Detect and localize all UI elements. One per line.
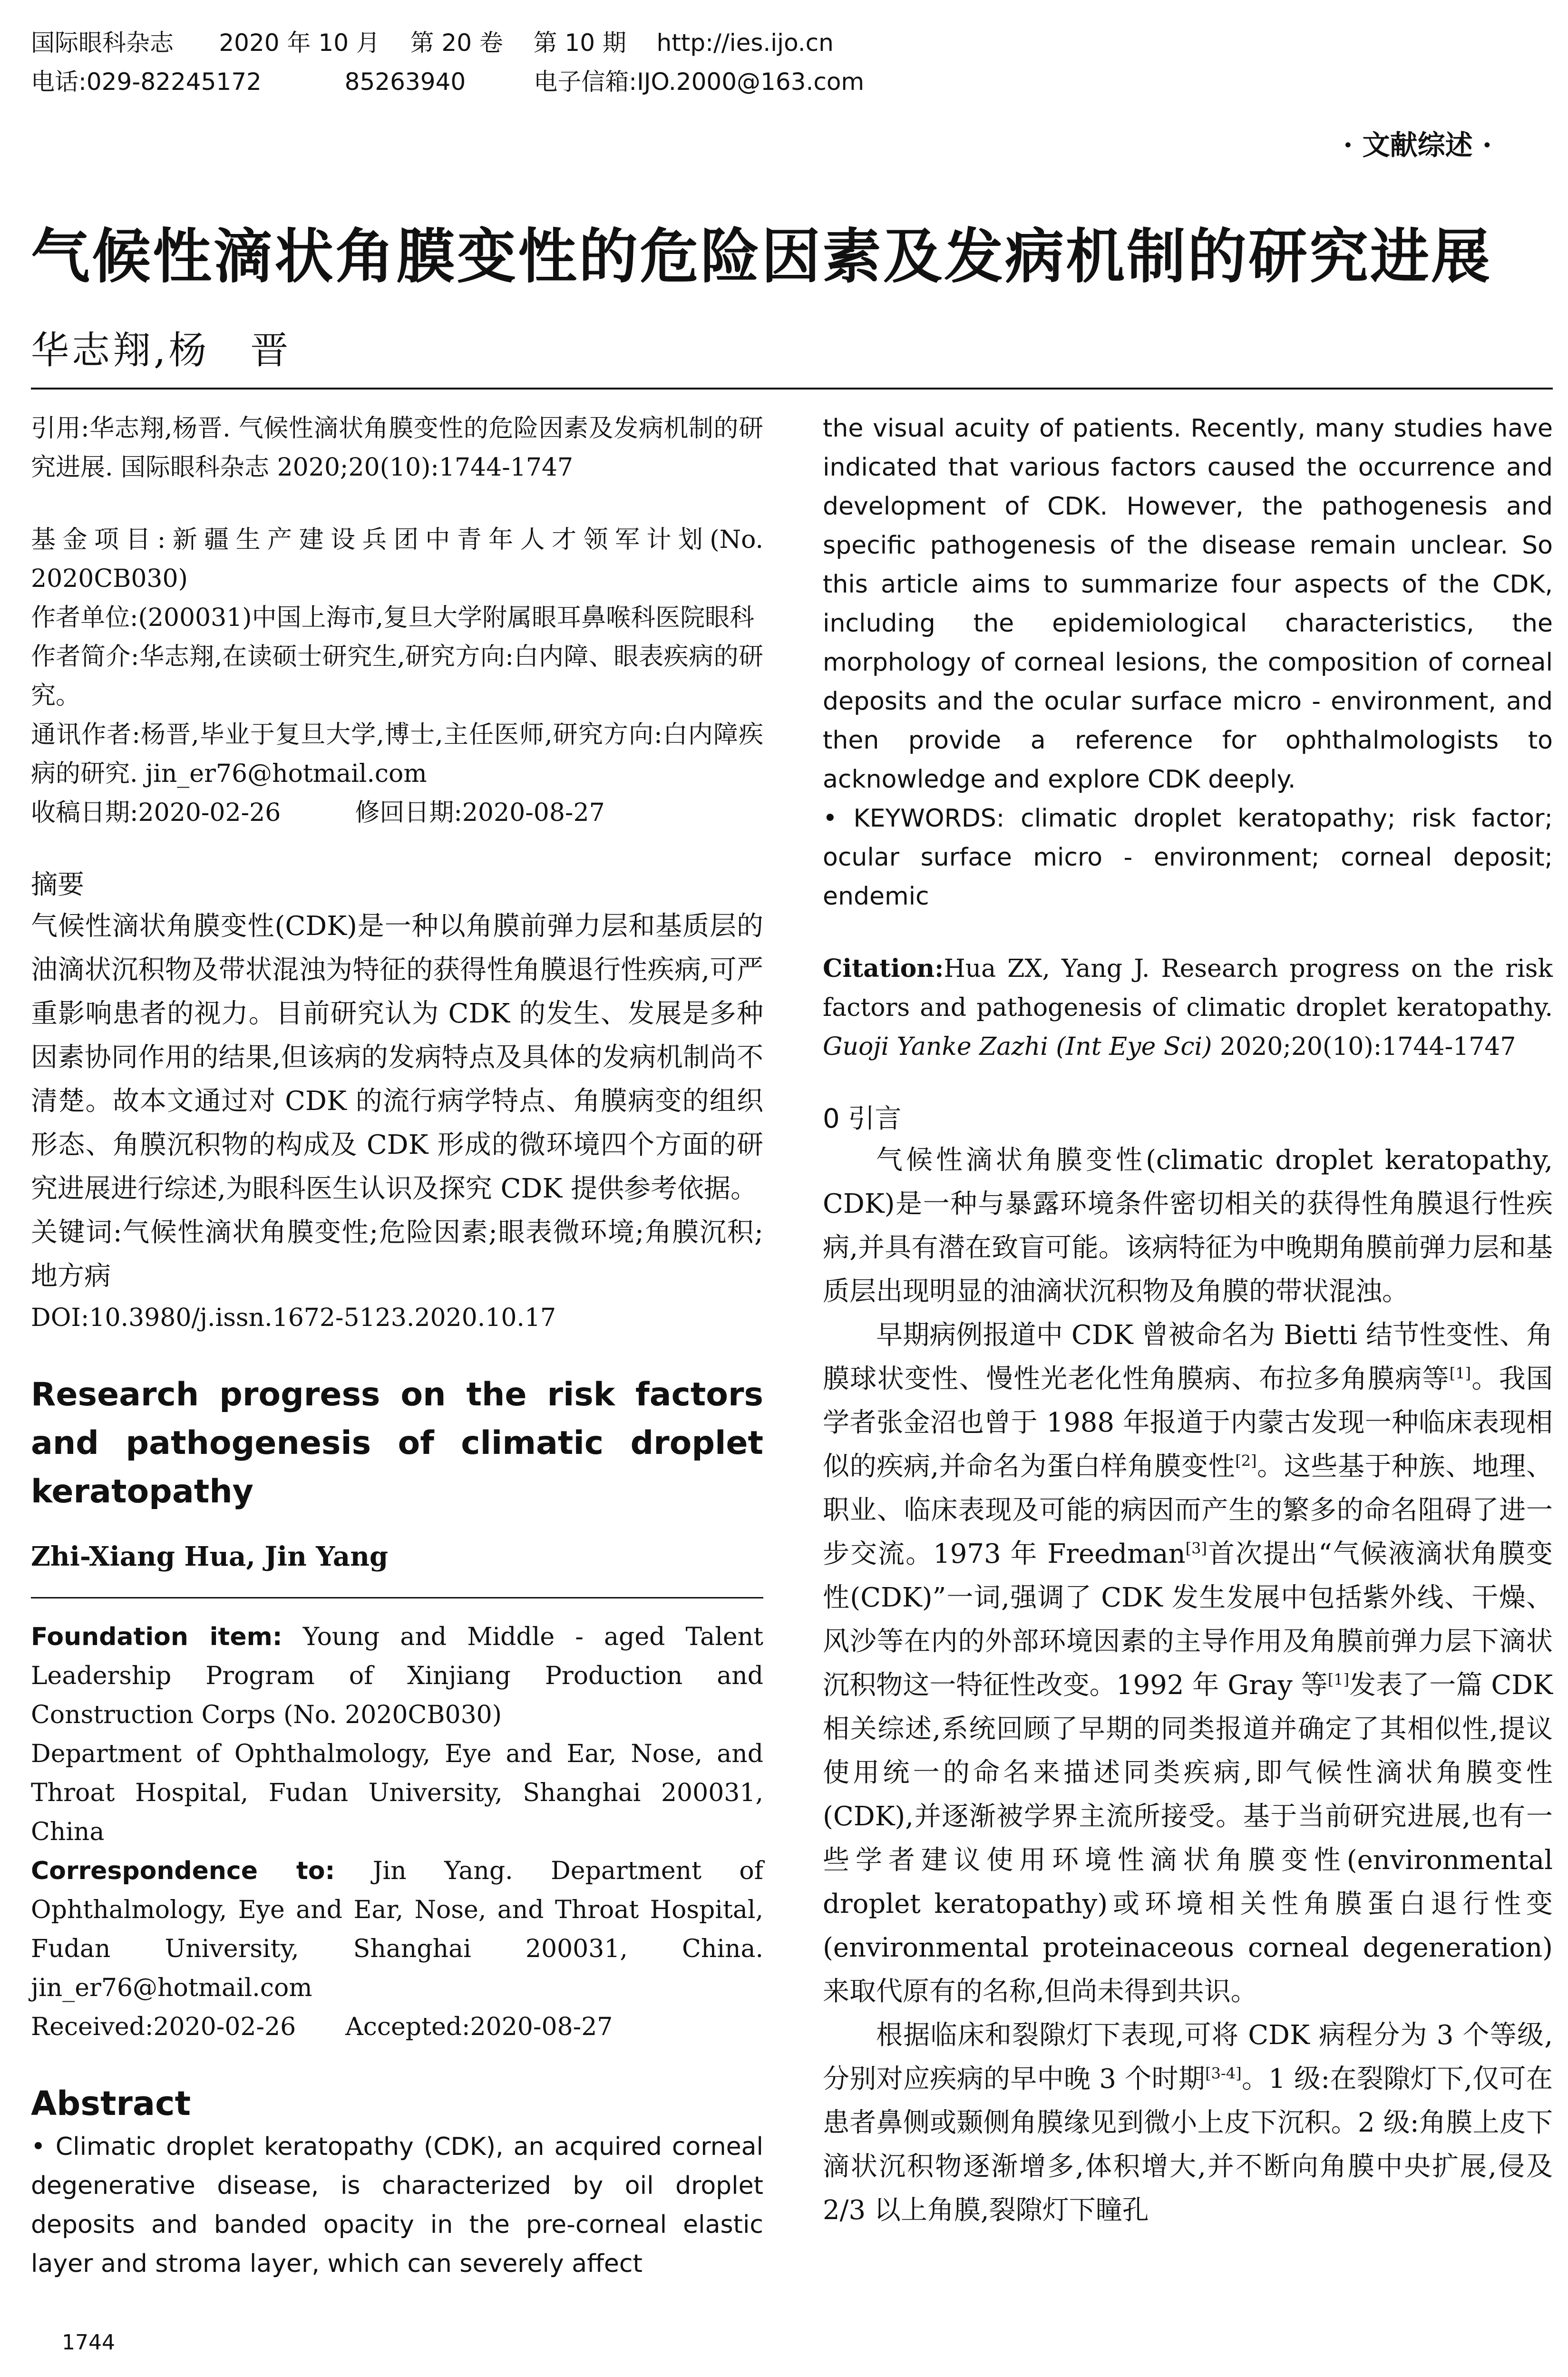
- correspondence-en: [31, 1851, 763, 2007]
- journal-header-line-1: [31, 29, 834, 57]
- foundation-zh: 基金项目:新疆生产建设兵团中青年人才领军计划(No. 2020CB030): [31, 526, 763, 593]
- p3-text-b: 。1 级:在裂隙灯下,仅可在患者鼻侧或颞侧角膜缘见到微小上皮下沉积。2 级:角膜上皮下滴状沉积物逐渐增多,体积增大,并不断向角膜中央扩展,侵及 2/3 以上角膜,裂隙灯下瞳孔: [823, 2064, 1553, 2226]
- author-names: 华志翔,杨 晋: [31, 328, 292, 372]
- section-type: · 文献综述 ·: [1343, 129, 1492, 161]
- foundation-en: [31, 1617, 763, 1734]
- divider: [31, 388, 1553, 390]
- p2-text-c: 。这些基于种族、地理、职业、临床表现及可能的病因而产生的繁多的命名阻碍了进一步交流。1973 年 Freedman: [823, 1451, 1553, 1569]
- article-title: 气候性滴状角膜变性的危险因素及发病机制的研究进展: [31, 223, 1492, 291]
- intro-paragraph-1: 气候性滴状角膜变性(climatic droplet keratopathy, CDK)是一种与暴露环境条件密切相关的获得性角膜退行性疾病,并具有潜在致盲可能。该病特征为中晚期角膜前弹力层和基质层出现明显的油滴状沉积物及角膜的带状混浊。: [823, 1145, 1553, 1307]
- intro-paragraph-3: [823, 2014, 1553, 2232]
- volume: 第 20 卷: [410, 29, 503, 57]
- received-accepted-en: Received:2020-02-26 Accepted:2020-08-27: [31, 2013, 613, 2041]
- affiliation-zh: 作者单位:(200031)中国上海市,复旦大学附属眼耳鼻喉科医院眼科: [31, 604, 755, 632]
- journal-header-line-2: [31, 68, 864, 96]
- correspondence-en-text: Jin Yang. Department of Ophthalmology, Eye and Ear, Nose, and Throat Hospital, Fudan University, Shanghai 200031, China. jin_er76@hotmail.com: [31, 1857, 763, 2002]
- citation-en: [823, 949, 1553, 1066]
- department-en: Department of Ophthalmology, Eye and Ear, Nose, and Throat Hospital, Fudan University, Shanghai 200031, China: [31, 1740, 763, 1846]
- divider: [31, 1597, 763, 1598]
- correspondence-zh: 通讯作者:杨晋,毕业于复旦大学,博士,主任医师,研究方向:白内障疾病的研究. jin_er76@hotmail.com: [31, 721, 763, 788]
- correspondence-en-label: Correspondence to:: [31, 1857, 335, 1885]
- abstract-en-continued: the visual acuity of patients. Recently, many studies have indicated that various factors caused the occurrence and development of CDK. However, the pathogenesis and specific pathogenesis of the disease remain unclear. So this article aims to summarize four aspects of the CDK, including the epidemiological characteristics, the morphology of corneal lesions, the composition of corneal deposits and the ocular surface micro - environment, and then provide a reference for ophthalmologists to acknowledge and explore CDK deeply.: [823, 414, 1553, 794]
- keywords-zh: 关键词:气候性滴状角膜变性;危险因素;眼表微环境;角膜沉积;地方病: [31, 1217, 763, 1292]
- reference-2[interactable]: [2]: [1235, 1452, 1257, 1470]
- p2-text-d: 首次提出“气候液滴状角膜变性(CDK)”一词,强调了 CDK 发生发展中包括紫外线、干燥、风沙等在内的外部环境因素的主导作用及角膜前弹力层下滴状沉积物这一特征性改变。1992 年 Gray 等: [823, 1539, 1553, 1701]
- citation-en-journal: Guoji Yanke Zazhi (Int Eye Sci): [823, 1033, 1212, 1061]
- foundation-en-label: Foundation item:: [31, 1623, 282, 1651]
- bio-zh: 作者简介:华志翔,在读硕士研究生,研究方向:白内障、眼表疾病的研究。: [31, 643, 763, 710]
- right-column: [823, 409, 1553, 2232]
- intro-paragraph-2: [823, 1314, 1553, 2014]
- foundation-en-text: Young and Middle - aged Talent Leadership Program of Xinjiang Production and Construction Corps (No. 2020CB030): [31, 1623, 763, 1729]
- english-title: Research progress on the risk factors and pathogenesis of climatic droplet keratopathy: [31, 1376, 763, 1510]
- english-authors: Zhi-Xiang Hua, Jin Yang: [31, 1541, 389, 1572]
- phone-2: 85263940: [344, 68, 466, 96]
- reference-1[interactable]: [1]: [1449, 1364, 1471, 1383]
- reference-3[interactable]: [3]: [1185, 1539, 1207, 1558]
- p2-text-b: 。我国学者张金沼也曾于 1988 年报道于内蒙古发现一种临床表现相似的疾病,并命名为蛋白样角膜变性: [823, 1364, 1553, 1482]
- dates-zh: 收稿日期:2020-02-26 修回日期:2020-08-27: [31, 799, 605, 827]
- citation-en-label: Citation:: [823, 954, 944, 983]
- p3-text-a: 根据临床和裂隙灯下表现,可将 CDK 病程分为 3 个等级,分别对应疾病的早中晚 3 个时期: [823, 2020, 1553, 2094]
- doi[interactable]: DOI:10.3980/j.issn.1672-5123.2020.10.17: [31, 1304, 556, 1332]
- abstract-heading-en: Abstract: [31, 2084, 191, 2123]
- intro-heading: 0 引言: [823, 1103, 902, 1134]
- issue: 第 10 期: [533, 29, 626, 57]
- reference-3-4[interactable]: [3-4]: [1205, 2064, 1242, 2083]
- page-number: 1744: [62, 2330, 115, 2355]
- reference-1b[interactable]: [1]: [1327, 1670, 1350, 1689]
- abstract-zh: 气候性滴状角膜变性(CDK)是一种以角膜前弹力层和基质层的油滴状沉积物及带状混浊为特征的获得性角膜退行性疾病,可严重影响患者的视力。目前研究认为 CDK 的发生、发展是多种因素协同作用的结果,但该病的发病特点及具体的发病机制尚不清楚。故本文通过对 CDK 的流行病学特点、角膜病变的组织形态、角膜沉积物的构成及 CDK 形成的微环境四个方面的研究进展进行综述,为眼科医生认识及探究 CDK 提供参考依据。: [31, 911, 763, 1204]
- issue-date: 2020 年 10 月: [219, 29, 380, 57]
- journal-name: 国际眼科杂志: [31, 29, 174, 57]
- abstract-en-start: • Climatic droplet keratopathy (CDK), an acquired corneal degenerative disease, is characterized by oil droplet deposits and banded opacity in the pre-corneal elastic layer and stroma layer, which can severely affect: [31, 2133, 763, 2278]
- citation-zh: 引用:华志翔,杨晋. 气候性滴状角膜变性的危险因素及发病机制的研究进展. 国际眼科杂志 2020;20(10):1744-1747: [31, 414, 763, 482]
- phone: 电话:029-82245172: [31, 68, 262, 96]
- citation-en-text-end: 2020;20(10):1744-1747: [1212, 1033, 1516, 1061]
- email[interactable]: 电子信箱:IJO.2000@163.com: [534, 68, 865, 96]
- citation-en-text: Hua ZX, Yang J. Research progress on the risk factors and pathogenesis of climatic droplet keratopathy.: [823, 955, 1553, 1022]
- p2-text-e: 发表了一篇 CDK 相关综述,系统回顾了早期的同类报道并确定了其相似性,提议使用统一的命名来描述同类疾病,即气候性滴状角膜变性(CDK),并逐渐被学界主流所接受。基于当前研究进展,也有一些学者建议使用环境性滴状角膜变性(environmental droplet keratopathy)或环境相关性角膜蛋白退行性变(environmental proteinaceous corneal degeneration)来取代原有的名称,但尚未得到共识。: [823, 1670, 1553, 2007]
- keywords-en: • KEYWORDS: climatic droplet keratopathy; risk factor; ocular surface micro - environment; corneal deposit; endemic: [823, 804, 1553, 911]
- abstract-heading-zh: 摘要: [31, 869, 84, 900]
- journal-url[interactable]: http://ies.ijo.cn: [656, 29, 834, 57]
- left-column: [31, 409, 763, 2283]
- p2-text-a: 早期病例报道中 CDK 曾被命名为 Bietti 结节性变性、角膜球状变性、慢性光老化性角膜病、布拉多角膜病等: [823, 1320, 1553, 1394]
